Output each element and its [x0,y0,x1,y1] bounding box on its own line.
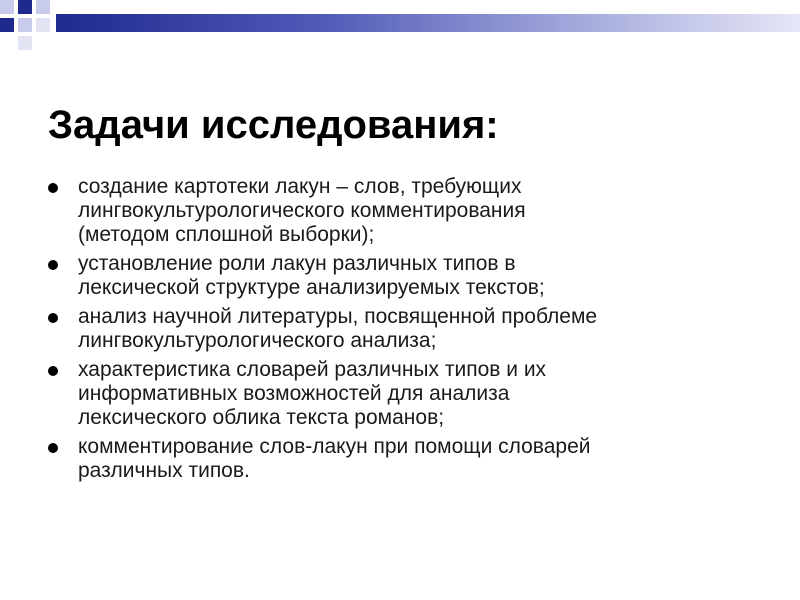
list-item [48,252,768,300]
decorative-square [18,0,32,14]
bullet-text: установление роли лакун различных типов в лексической структуре анализируемых текстов; [78,252,545,299]
bullet-text: создание картотеки лакун – слов, требующих лингвокультурологического комментирования (методом сплошной выборки); [78,175,526,246]
decorative-square [36,18,50,32]
bullet-text: характеристика словарей различных типов и их информативных возможностей для анализа лексического облика текста романов; [78,358,547,429]
list-item [48,175,768,247]
bullet-list [48,175,768,488]
decorative-square [0,18,14,32]
list-item [48,435,768,483]
decorative-square [18,36,32,50]
bullet-dot-icon [48,183,58,193]
bullet-dot-icon [48,366,58,376]
bullet-dot-icon [48,313,58,323]
list-item [48,305,768,353]
list-item [48,358,768,430]
header-gradient-bar [56,14,800,32]
bullet-text: анализ научной литературы, посвященной проблеме лингвокультурологического анализа; [78,305,598,352]
bullet-text: комментирование слов-лакун при помощи словарей различных типов. [78,435,591,482]
slide-title: Задачи исследования: [48,102,499,147]
decorative-square [18,18,32,32]
bullet-dot-icon [48,260,58,270]
bullet-dot-icon [48,443,58,453]
decorative-square [0,0,14,14]
decorative-square [36,0,50,14]
